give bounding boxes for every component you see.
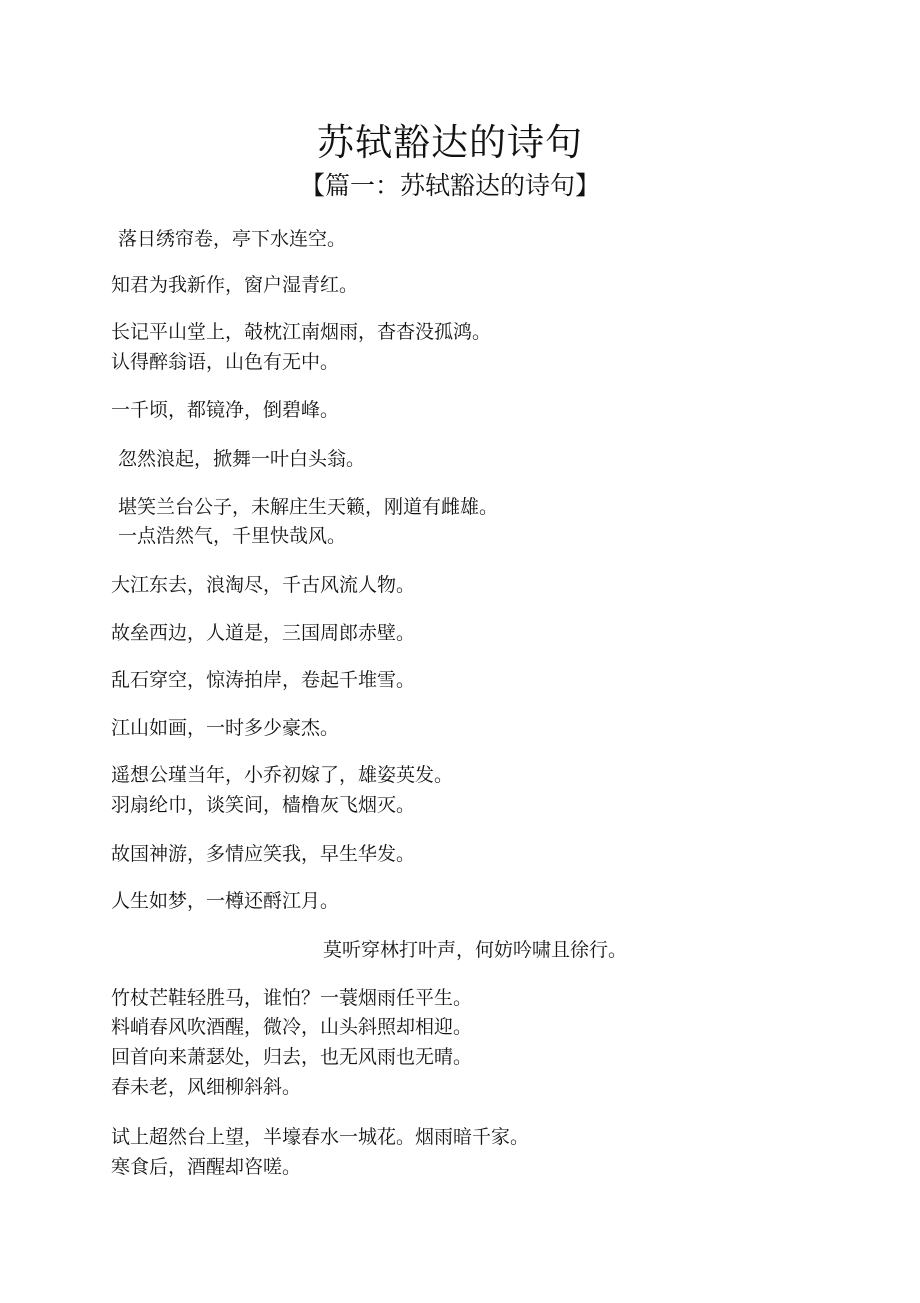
poem-line: 故国神游，多情应笑我，早生华发。 bbox=[111, 843, 416, 865]
poem-line: 春未老，风细柳斜斜。 bbox=[111, 1076, 302, 1098]
poem-line: 料峭春风吹酒醒，微冷，山头斜照却相迎。 bbox=[111, 1016, 473, 1038]
poem-line: 忽然浪起，掀舞一叶白头翁。 bbox=[118, 448, 366, 470]
poem-line: 落日绣帘卷，亭下水连空。 bbox=[118, 228, 347, 250]
poem-line: 知君为我新作，窗户湿青红。 bbox=[111, 274, 359, 296]
poem-line: 大江东去，浪淘尽，千古风流人物。 bbox=[111, 574, 416, 596]
poem-line: 竹杖芒鞋轻胜马，谁怕？一蓑烟雨任平生。 bbox=[111, 987, 473, 1009]
poem-line: 一千顷，都镜净，倒碧峰。 bbox=[111, 399, 340, 421]
poem-line: 人生如梦，一樽还酹江月。 bbox=[111, 890, 340, 912]
poem-line: 试上超然台上望，半壕春水一城花。烟雨暗千家。 bbox=[111, 1126, 530, 1148]
section-heading: 【篇一：苏轼豁达的诗句】 bbox=[299, 171, 600, 200]
poem-line: 故垒西边，人道是，三国周郎赤壁。 bbox=[111, 622, 416, 644]
poem-line: 乱石穿空，惊涛拍岸，卷起千堆雪。 bbox=[111, 669, 416, 691]
page-title: 苏轼豁达的诗句 bbox=[317, 121, 583, 164]
poem-line: 长记平山堂上，攲枕江南烟雨，杳杳没孤鸿。 bbox=[111, 321, 492, 343]
poem-line: 堪笑兰台公子，未解庄生天籁，刚道有雌雄。 bbox=[118, 496, 499, 518]
poem-line: 认得醉翁语，山色有无中。 bbox=[111, 351, 340, 373]
poem-line: 莫听穿林打叶声，何妨吟啸且徐行。 bbox=[323, 939, 628, 961]
poem-line: 寒食后，酒醒却咨嗟。 bbox=[111, 1156, 302, 1178]
poem-line: 回首向来萧瑟处，归去，也无风雨也无晴。 bbox=[111, 1046, 473, 1068]
poem-line: 一点浩然气，千里快哉风。 bbox=[118, 525, 347, 547]
poem-line: 羽扇纶巾，谈笑间，樯橹灰飞烟灭。 bbox=[111, 794, 416, 816]
poem-line: 江山如画，一时多少豪杰。 bbox=[111, 717, 340, 739]
poem-line: 遥想公瑾当年，小乔初嫁了，雄姿英发。 bbox=[111, 764, 454, 786]
